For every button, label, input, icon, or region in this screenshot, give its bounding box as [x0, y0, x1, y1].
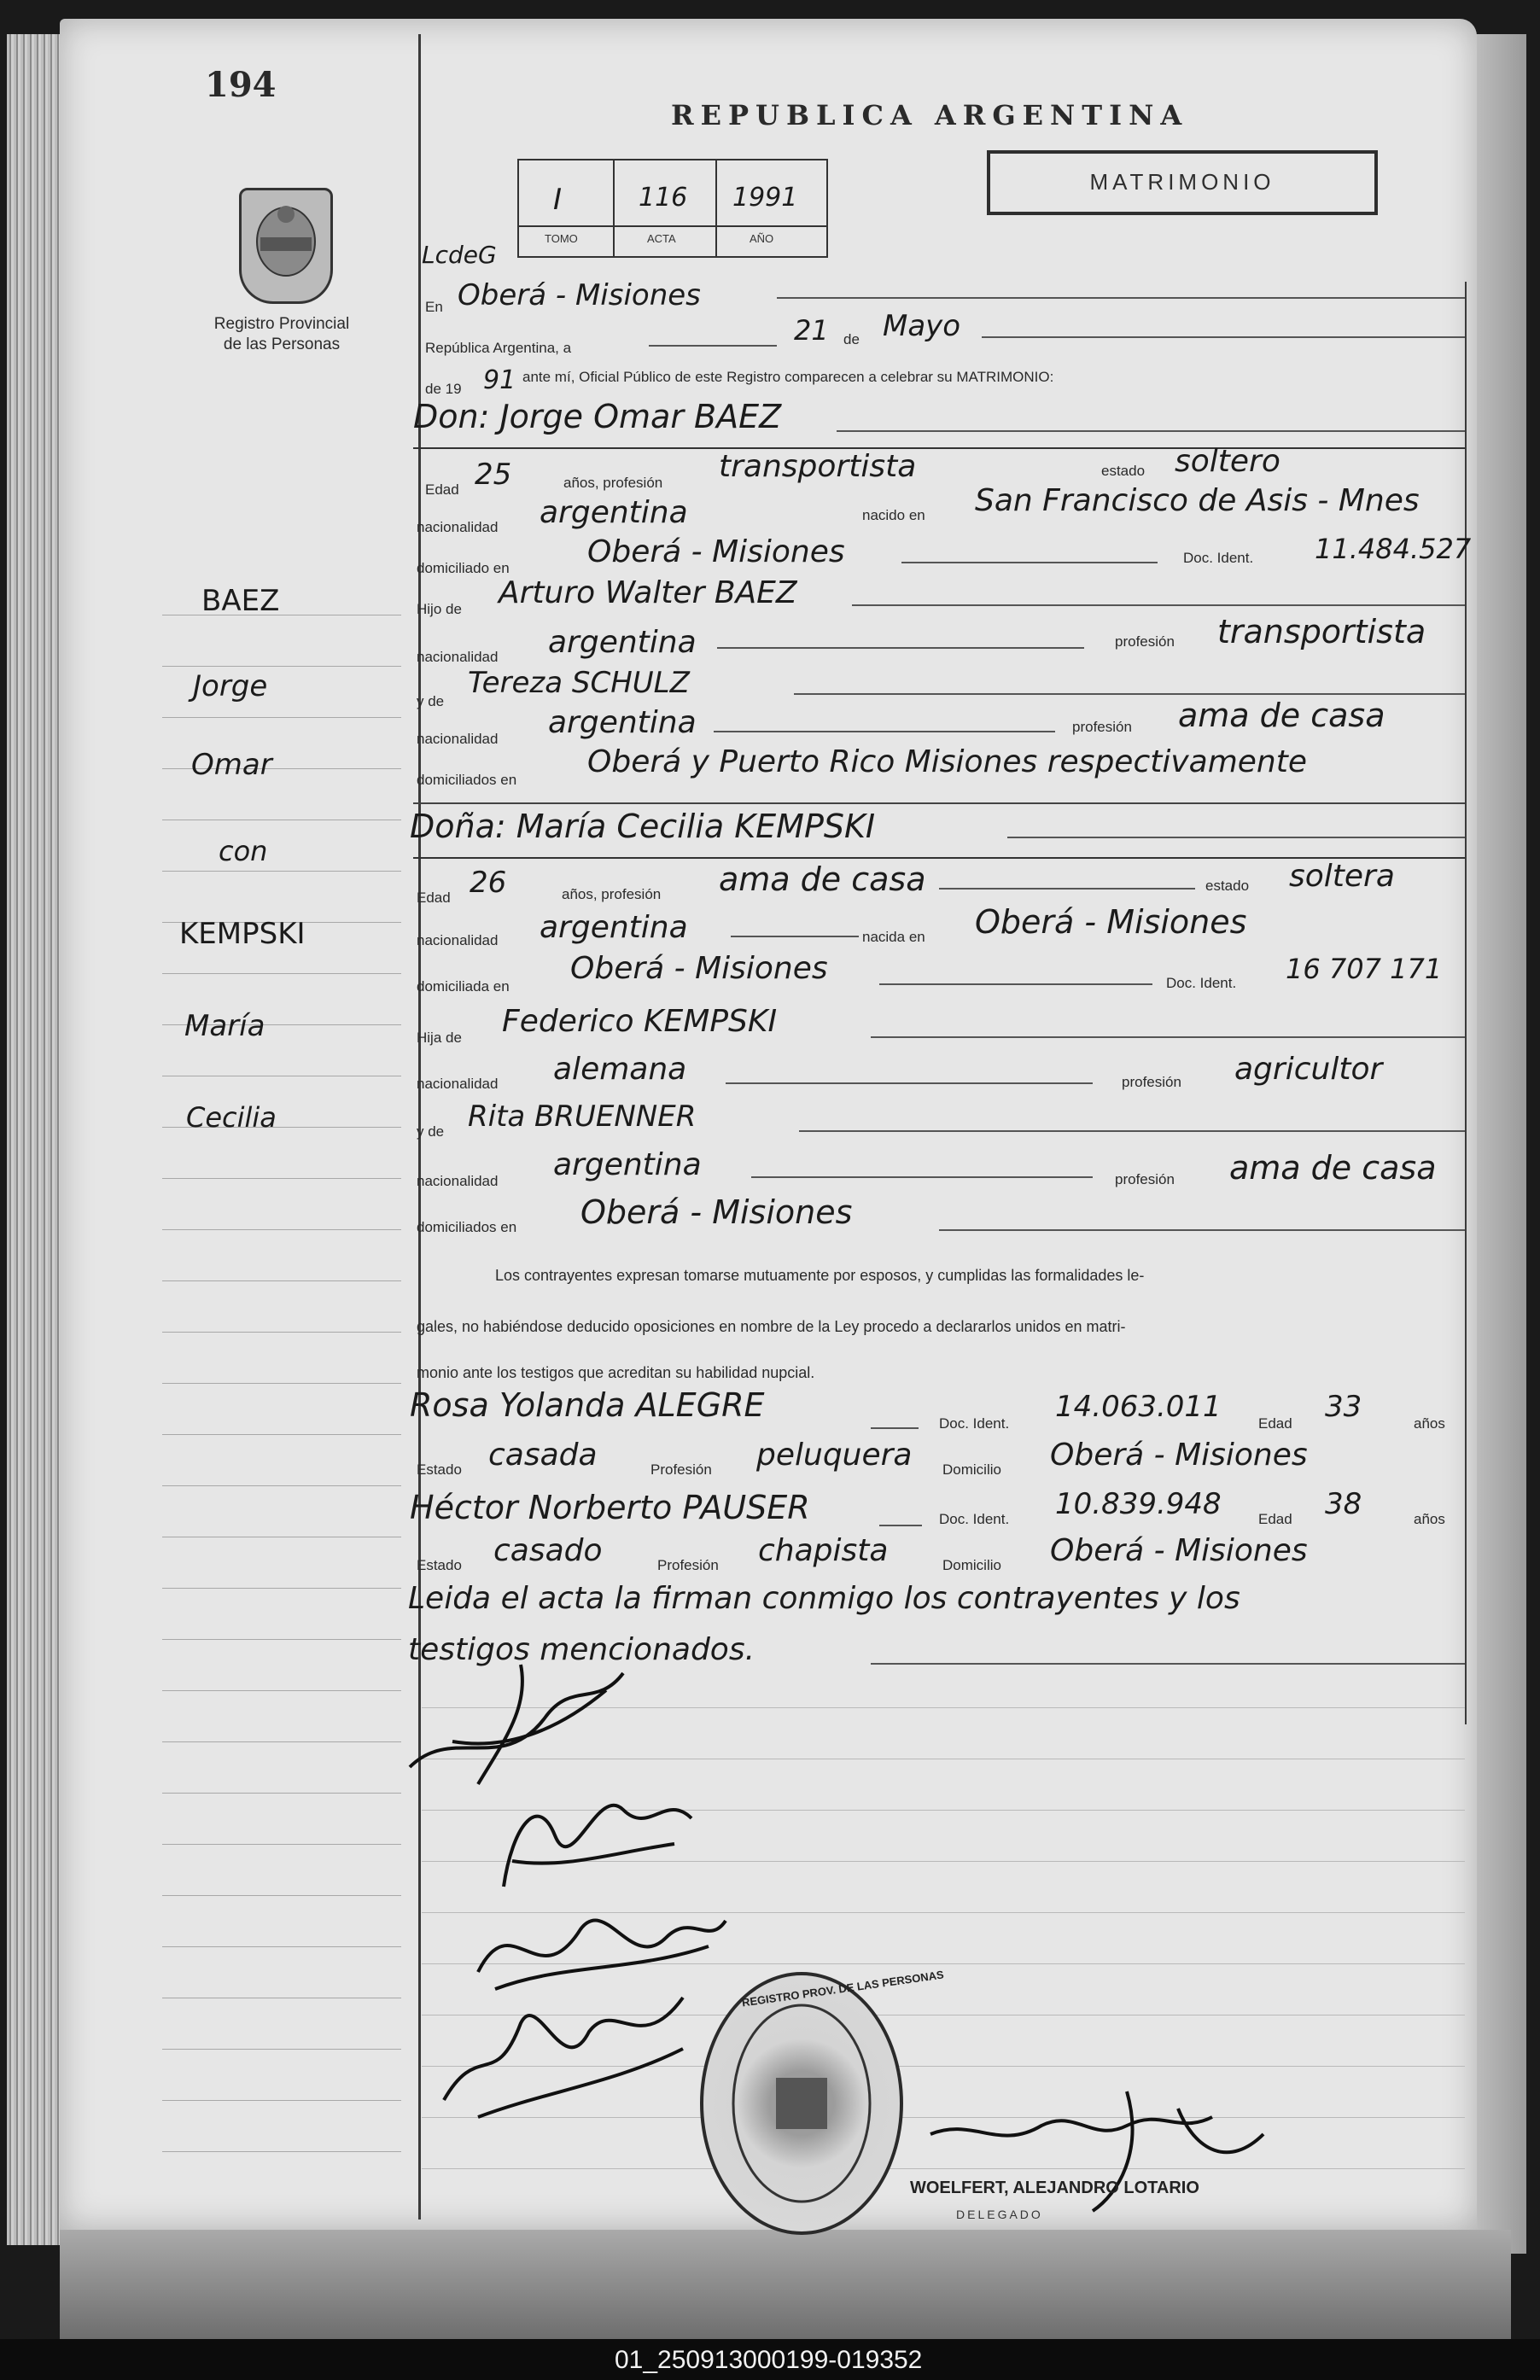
- bride-padre: Federico KEMPSKI: [502, 1004, 778, 1039]
- groom-padre-nac-label: nacionalidad: [417, 649, 499, 665]
- book-code: LcdeG: [422, 241, 497, 269]
- day: 21: [794, 314, 829, 347]
- groom-madre: Tereza SCHULZ: [468, 666, 690, 700]
- witness-1-prof-label: Profesión: [650, 1461, 712, 1478]
- groom-nacionalidad: argentina: [540, 495, 688, 530]
- witness-2-domicilio: Oberá - Misiones: [1050, 1533, 1308, 1568]
- bride-padre-prof-label: profesión: [1122, 1074, 1181, 1090]
- witness-1-anos-label: años: [1414, 1415, 1445, 1432]
- margin-note-4: con: [219, 835, 268, 867]
- official-signature: [922, 2083, 1280, 2220]
- groom-anos-label: años, profesión: [563, 475, 663, 491]
- groom-name: Don: Jorge Omar BAEZ: [413, 398, 782, 435]
- acta-value: 116: [639, 183, 688, 213]
- witness-1-profesion: peluquera: [756, 1438, 913, 1473]
- witness-2-edad-label: Edad: [1258, 1511, 1292, 1527]
- groom-padre-prof: transportista: [1217, 613, 1426, 650]
- witness-1-name: Rosa Yolanda ALEGRE: [410, 1386, 765, 1424]
- bride-madre-nac: argentina: [553, 1147, 702, 1182]
- country-title: REPUBLICA ARGENTINA: [671, 99, 1189, 131]
- bride-domicilio: Oberá - Misiones: [570, 951, 828, 986]
- declaration-line-2: gales, no habiéndose deducido oposiciones en nombre de la Ley procedo a declararlos unidos en matri-: [417, 1318, 1126, 1335]
- witness-1-edad-label: Edad: [1258, 1415, 1292, 1432]
- witness-1-doc: 14.063.011: [1055, 1390, 1222, 1424]
- bride-yde-label: y de: [417, 1123, 445, 1140]
- bride-nacida-label: nacida en: [862, 929, 925, 945]
- groom-padre-prof-label: profesión: [1115, 633, 1175, 650]
- groom-madre-nac-label: nacionalidad: [417, 731, 499, 747]
- closing-line-1: Leida el acta la firman conmigo los contrayentes y los: [408, 1581, 1240, 1616]
- groom-edad-label: Edad: [425, 481, 459, 498]
- bride-padre-nac-label: nacionalidad: [417, 1076, 499, 1092]
- bride-name: Doña: María Cecilia KEMPSKI: [410, 808, 876, 845]
- bride-madre: Rita BRUENNER: [468, 1100, 697, 1134]
- witness-2-estado-label: Estado: [417, 1557, 462, 1573]
- groom-yde-label: y de: [417, 693, 445, 709]
- page-number: 194: [205, 65, 277, 105]
- groom-madre-prof: ama de casa: [1178, 697, 1385, 734]
- witness-2-prof-label: Profesión: [657, 1557, 719, 1573]
- witness-2-anos-label: años: [1414, 1511, 1445, 1527]
- bride-domiciliados-label: domiciliados en: [417, 1219, 517, 1235]
- republica-label: República Argentina, a: [425, 340, 572, 356]
- groom-doc: 11.484.527: [1315, 533, 1472, 565]
- groom-doc-label: Doc. Ident.: [1183, 550, 1254, 566]
- witness-2-doc-label: Doc. Ident.: [939, 1511, 1010, 1527]
- bride-nac-label: nacionalidad: [417, 932, 499, 948]
- bride-doc: 16 707 171: [1286, 953, 1443, 985]
- witness-1-estado: casada: [488, 1438, 598, 1473]
- groom-nac-label: nacionalidad: [417, 519, 499, 535]
- witness-2-estado: casado: [493, 1533, 603, 1568]
- margin-note-3: Omar: [191, 748, 272, 782]
- bride-padre-prof: agricultor: [1234, 1052, 1383, 1087]
- margin-note-2: Jorge: [193, 669, 268, 703]
- bride-anos-label: años, profesión: [562, 886, 662, 902]
- closing-line-2: testigos mencionados.: [408, 1632, 755, 1667]
- registration-box: [517, 159, 828, 258]
- groom-madre-nac: argentina: [548, 705, 697, 740]
- coat-of-arms-icon: [239, 188, 333, 304]
- groom-padre: Arturo Walter BAEZ: [499, 575, 797, 610]
- margin-note-1: BAEZ: [201, 584, 280, 618]
- acta-label: ACTA: [647, 232, 676, 245]
- bride-madre-prof-label: profesión: [1115, 1171, 1175, 1187]
- right-border: [1465, 282, 1467, 1724]
- witness-2-doc: 10.839.948: [1055, 1487, 1222, 1521]
- scan-id: 01_250913000199-019352: [615, 2346, 923, 2374]
- official-title: DELEGADO: [956, 2208, 1043, 2221]
- groom-nacido: San Francisco de Asis - Mnes: [975, 483, 1420, 518]
- bride-nacida: Oberá - Misiones: [975, 903, 1247, 941]
- stamp-text: REGISTRO PROV. DE LAS PERSONAS: [741, 1968, 945, 2010]
- anio-label: AÑO: [750, 232, 774, 245]
- witness-1-edad: 33: [1325, 1390, 1362, 1424]
- groom-padres-domicilio: Oberá y Puerto Rico Misiones respectivamente: [587, 744, 1308, 779]
- de-label: de: [843, 331, 860, 347]
- tomo-label: TOMO: [545, 232, 578, 245]
- groom-profesion: transportista: [719, 449, 917, 484]
- bottom-page-edge: [60, 2230, 1511, 2339]
- groom-nacido-label: nacido en: [862, 507, 925, 523]
- groom-padre-nac: argentina: [548, 625, 697, 660]
- witness-1-doc-label: Doc. Ident.: [939, 1415, 1010, 1432]
- margin-note-7: Cecilia: [186, 1101, 277, 1134]
- bride-edad-label: Edad: [417, 890, 451, 906]
- witness-2-name: Héctor Norberto PAUSER: [410, 1489, 810, 1526]
- declaration-line-1: Los contrayentes expresan tomarse mutuamente por esposos, y cumplidas las formalidades le-: [495, 1267, 1145, 1284]
- margin-note-6: María: [184, 1009, 265, 1043]
- registry-name: Registro Provincial de las Personas: [213, 315, 350, 353]
- signature-4: [427, 1963, 700, 2134]
- bride-doc-label: Doc. Ident.: [1166, 975, 1237, 991]
- witness-2-dom-label: Domicilio: [942, 1557, 1001, 1573]
- margin-note-5: KEMPSKI: [179, 917, 306, 951]
- year-suffix: 91: [483, 365, 516, 395]
- place: Oberá - Misiones: [458, 278, 701, 312]
- tomo-value: I: [553, 183, 563, 217]
- groom-edad: 25: [475, 458, 512, 492]
- intro-text: ante mí, Oficial Público de este Registro comparecen a celebrar su MATRIMONIO:: [522, 369, 1054, 385]
- witness-1-dom-label: Domicilio: [942, 1461, 1001, 1478]
- bride-padres-domicilio: Oberá - Misiones: [580, 1193, 853, 1231]
- official-stamp: [700, 1972, 903, 2235]
- groom-estado-label: estado: [1101, 463, 1146, 479]
- bride-madre-prof: ama de casa: [1229, 1149, 1437, 1187]
- witness-1-domicilio: Oberá - Misiones: [1050, 1438, 1308, 1473]
- groom-estado: soltero: [1175, 444, 1280, 479]
- month: Mayo: [883, 309, 961, 343]
- groom-domiciliados-label: domiciliados en: [417, 772, 517, 788]
- declaration-line-3: monio ante los testigos que acreditan su habilidad nupcial.: [417, 1364, 815, 1381]
- official-name: WOELFERT, ALEJANDRO LOTARIO: [910, 2179, 1199, 2197]
- groom-domicilio: Oberá - Misiones: [587, 534, 845, 569]
- bride-hija-label: Hija de: [417, 1030, 462, 1046]
- bride-edad: 26: [470, 866, 507, 900]
- right-page-edge: [1475, 34, 1526, 2254]
- en-label: En: [425, 299, 443, 315]
- bride-profesion: ama de casa: [719, 860, 926, 898]
- bride-padre-nac: alemana: [553, 1052, 687, 1087]
- anio-value: 1991: [732, 183, 798, 213]
- bride-nacionalidad: argentina: [540, 910, 688, 945]
- year-prefix: de 19: [425, 381, 462, 397]
- bride-dom-label: domiciliada en: [417, 978, 510, 995]
- bride-madre-nac-label: nacionalidad: [417, 1173, 499, 1189]
- groom-madre-prof-label: profesión: [1072, 719, 1132, 735]
- bride-estado-label: estado: [1205, 878, 1250, 894]
- witness-2-profesion: chapista: [758, 1533, 889, 1568]
- document-type-box: MATRIMONIO: [987, 150, 1378, 215]
- witness-1-estado-label: Estado: [417, 1461, 462, 1478]
- groom-dom-label: domiciliado en: [417, 560, 510, 576]
- groom-hijo-label: Hijo de: [417, 601, 462, 617]
- witness-2-edad: 38: [1325, 1487, 1362, 1521]
- bride-estado: soltera: [1289, 859, 1395, 894]
